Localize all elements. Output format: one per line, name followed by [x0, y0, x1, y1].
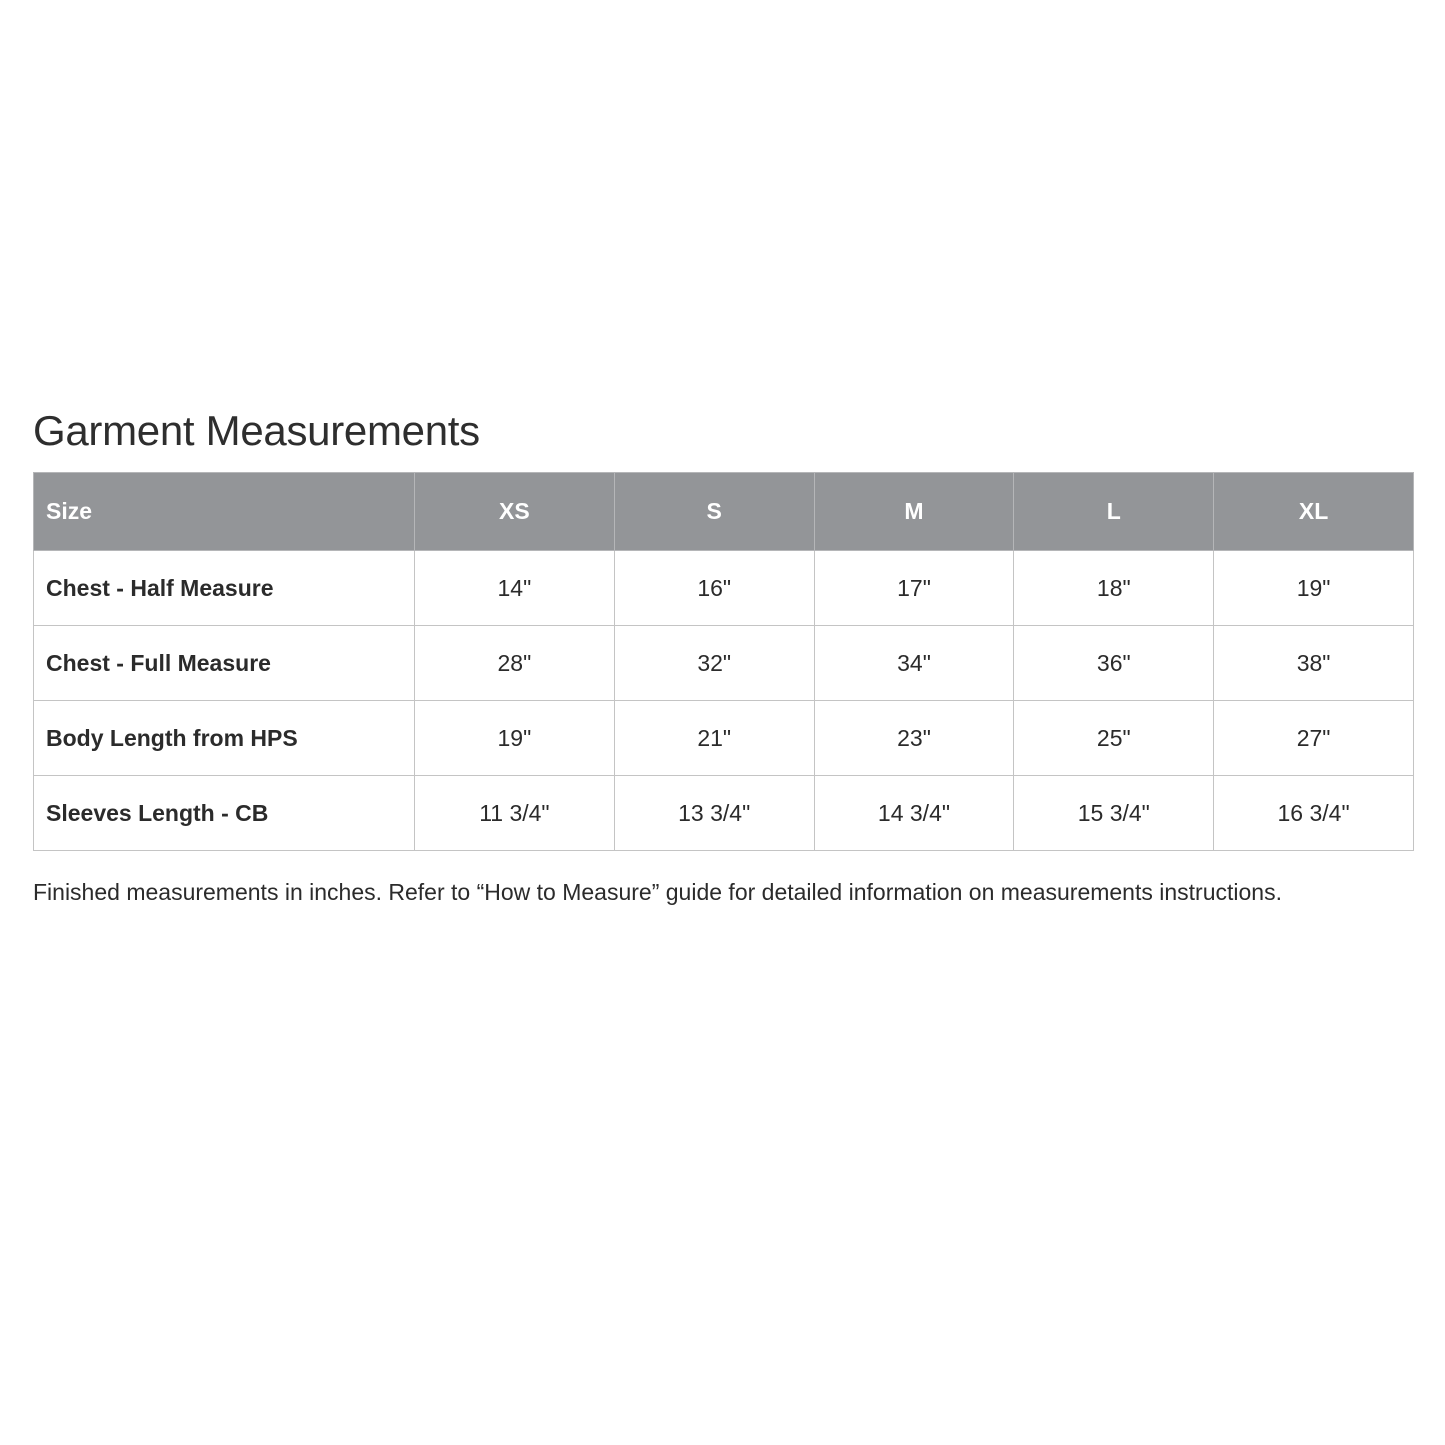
table-cell: 25" — [1014, 701, 1214, 776]
footnote: Finished measurements in inches. Refer to “How to Measure” guide for detailed information on measurements instructions. — [33, 879, 1282, 905]
table-row — [34, 551, 1414, 626]
row-label: Sleeves Length - CB — [34, 776, 415, 851]
table-cell: 15 3/4" — [1014, 776, 1214, 851]
header-size-xl: XL — [1214, 473, 1414, 551]
row-label: Chest - Half Measure — [34, 551, 415, 626]
table-cell: 32" — [614, 626, 814, 701]
table-cell: 28" — [415, 626, 615, 701]
header-size-xs: XS — [415, 473, 615, 551]
header-size-label: Size — [34, 473, 415, 551]
table-cell: 27" — [1214, 701, 1414, 776]
header-size-l: L — [1014, 473, 1214, 551]
table-cell: 13 3/4" — [614, 776, 814, 851]
table-cell: 34" — [814, 626, 1014, 701]
table-cell: 36" — [1014, 626, 1214, 701]
size-chart — [33, 404, 1413, 906]
table-cell: 16 3/4" — [1214, 776, 1414, 851]
table-cell: 18" — [1014, 551, 1214, 626]
table-header-row — [34, 473, 1414, 551]
table-cell: 11 3/4" — [415, 776, 615, 851]
row-label: Chest - Full Measure — [34, 626, 415, 701]
table-cell: 19" — [415, 701, 615, 776]
table-cell: 14 3/4" — [814, 776, 1014, 851]
table-cell: 16" — [614, 551, 814, 626]
table-cell: 19" — [1214, 551, 1414, 626]
table-cell: 38" — [1214, 626, 1414, 701]
table-cell: 21" — [614, 701, 814, 776]
page-title: Garment Measurements — [33, 407, 480, 454]
table-cell: 17" — [814, 551, 1014, 626]
header-size-m: M — [814, 473, 1014, 551]
table-row — [34, 701, 1414, 776]
header-size-s: S — [614, 473, 814, 551]
measurements-table — [33, 472, 1414, 851]
row-label: Body Length from HPS — [34, 701, 415, 776]
table-cell: 14" — [415, 551, 615, 626]
table-row — [34, 626, 1414, 701]
table-row — [34, 776, 1414, 851]
table-cell: 23" — [814, 701, 1014, 776]
